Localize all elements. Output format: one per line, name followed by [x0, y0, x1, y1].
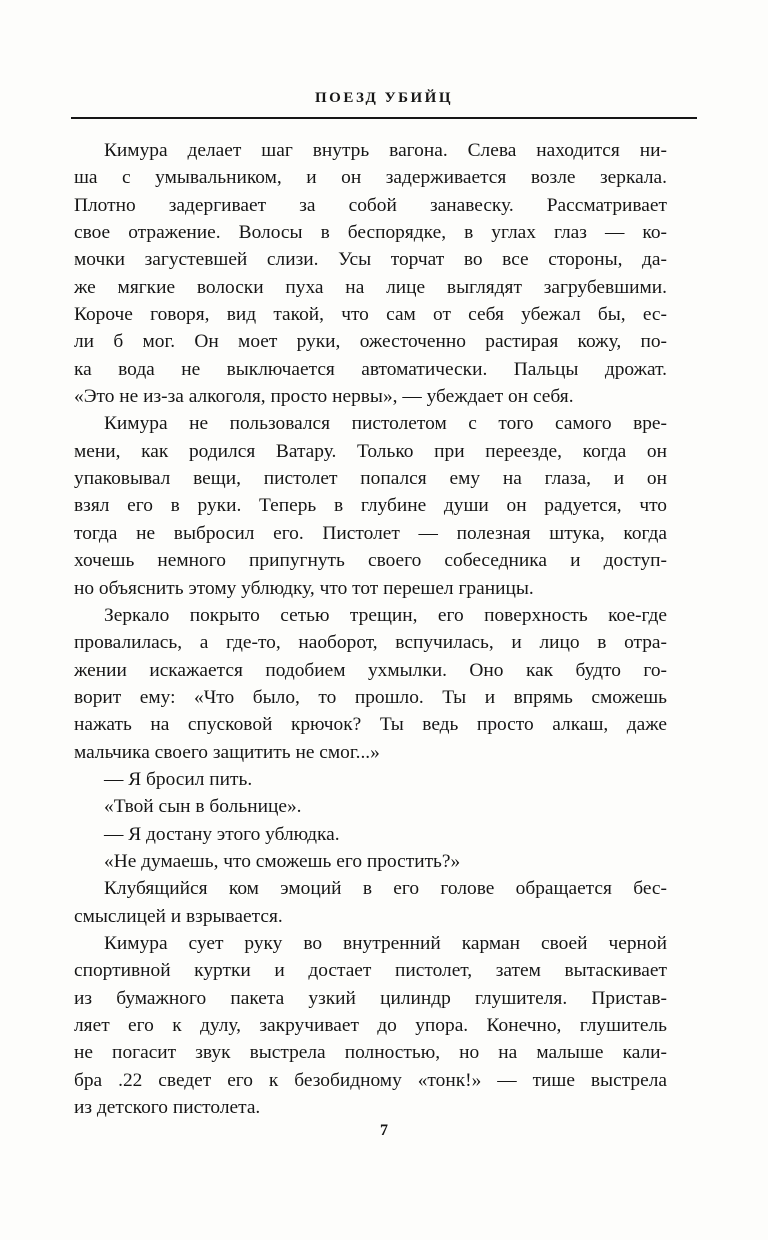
text-line: жении искажается подобием ухмылки. Оно как будто го- — [74, 659, 667, 681]
text-line: Зеркало покрыто сетью трещин, его поверхность кое-где — [104, 604, 667, 626]
text-line: Кимура не пользовался пистолетом с того самого вре- — [104, 413, 667, 435]
text-line: Клубящийся ком эмоций в его голове обращается бес- — [104, 878, 667, 900]
text-line: но объяснить этому ублюдку, что тот перешел границы. — [74, 577, 534, 599]
page-number: 7 — [380, 1122, 388, 1139]
prose-paragraph — [74, 875, 667, 930]
text-line: мальчика своего защитить не смог...» — [74, 741, 380, 763]
page-content — [74, 137, 667, 1121]
text-line: из бумажного пакета узкий цилиндр глушителя. Пристав- — [74, 987, 667, 1009]
text-line: свое отражение. Волосы в беспорядке, в углах глаз — ко- — [74, 222, 667, 244]
running-head: ПОЕЗД УБИЙЦ — [314, 90, 454, 106]
text-line: ли б мог. Он моет руки, ожесточенно растирая кожу, по- — [74, 331, 667, 353]
text-line: мочки загустевшей слизи. Усы торчат во все стороны, да- — [74, 249, 667, 271]
text-line: смыслицей и взрывается. — [74, 905, 283, 927]
text-line: взял его в руки. Теперь в глубине души он радуется, что — [74, 495, 667, 517]
text-line: ка вода не выключается автоматически. Пальцы дрожат. — [74, 358, 667, 380]
text-line: Плотно задергивает за собой занавеску. Рассматривает — [74, 194, 667, 216]
text-line: Кимура сует руку во внутренний карман своей черной — [104, 932, 667, 954]
text-line: «Это не из-за алкоголя, просто нервы», — убеждает он себя. — [74, 386, 574, 408]
prose-paragraph — [74, 137, 667, 410]
prose-paragraph — [74, 602, 667, 766]
text-line: «Не думаешь, что сможешь его простить?» — [104, 850, 461, 872]
text-line: хочешь немного припугнуть своего собеседника и доступ- — [74, 550, 667, 572]
prose-paragraph — [74, 930, 667, 1121]
dialogue-paragraph — [74, 793, 667, 820]
text-line: спортивной куртки и достает пистолет, затем вытаскивает — [74, 960, 667, 982]
text-line: ляет его к дулу, закручивает до упора. Конечно, глушитель — [74, 1015, 667, 1036]
text-line: ша с умывальником, и он задерживается возле зеркала. — [74, 167, 667, 189]
text-line: не погасит звук выстрела полностью, но на малыше кали- — [74, 1042, 667, 1064]
text-line: упаковывал вещи, пистолет попался ему на глаза, и он — [74, 468, 667, 490]
text-line: Кимура делает шаг внутрь вагона. Слева находится ни- — [104, 140, 667, 161]
text-line: ворит ему: «Что было, то прошло. Ты и впрямь сможешь — [74, 686, 667, 708]
dialogue-paragraph — [74, 766, 667, 793]
text-line: «Твой сын в больнице». — [104, 796, 302, 818]
text-line: мени, как родился Ватару. Только при переезде, когда он — [74, 440, 667, 462]
text-line: тогда не выбросил его. Пистолет — полезная штука, когда — [74, 522, 667, 544]
text-line: провалилась, а где-то, наоборот, вспучилась, и лицо в отра- — [74, 632, 667, 654]
text-line: — Я достану этого ублюдка. — [104, 823, 340, 845]
header-rule — [71, 117, 697, 119]
dialogue-paragraph — [74, 821, 667, 848]
text-line: нажать на спусковой крючок? Ты ведь просто алкаш, даже — [74, 714, 667, 736]
text-line: из детского пистолета. — [74, 1097, 261, 1119]
prose-paragraph — [74, 410, 667, 601]
text-line: — Я бросил пить. — [104, 768, 253, 790]
dialogue-paragraph — [74, 848, 667, 875]
text-line: Короче говоря, вид такой, что сам от себя убежал бы, ес- — [74, 304, 667, 326]
text-line: бра .22 сведет его к безобидному «тонк!» — тише выстрела — [74, 1069, 667, 1091]
text-line: же мягкие волоски пуха на лице выглядят загрубевшими. — [74, 276, 667, 298]
